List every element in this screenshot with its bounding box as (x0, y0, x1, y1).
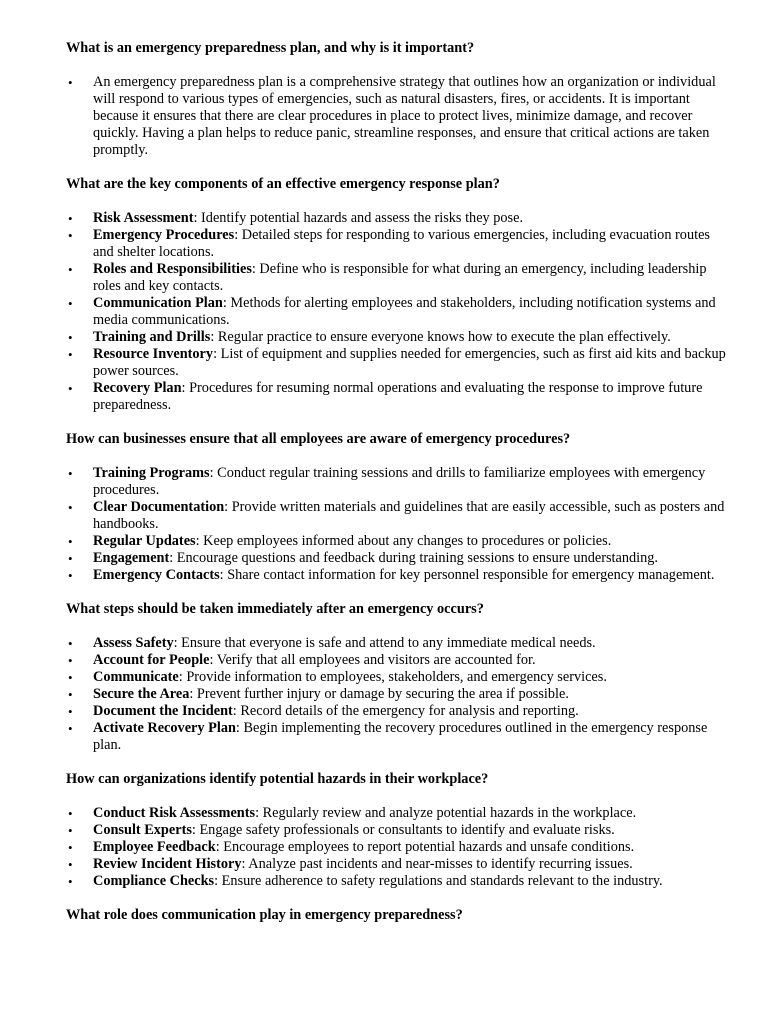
list-item-term: Emergency Contacts (93, 567, 220, 583)
list-item-term: Conduct Risk Assessments (93, 805, 256, 821)
list-item-term: Employee Feedback (93, 839, 216, 855)
list-item-text: : Ensure that everyone is safe and attend to any immediate medical needs. (173, 635, 596, 651)
section-heading: What is an emergency preparedness plan, and why is it important? (66, 40, 475, 56)
list-item (93, 380, 728, 414)
list-item-term: Recovery Plan (93, 380, 182, 396)
list-item-term: Training and Drills (93, 329, 211, 345)
list-item-text: : Procedures for resuming normal operations and evaluating the response to improve future preparedness. (93, 380, 703, 413)
list-item-text: : Detailed steps for responding to various emergencies, including evacuation routes and shelter locations. (93, 227, 710, 260)
list-item-text: : Identify potential hazards and assess the risks they pose. (193, 210, 524, 226)
list-item-text: : Ensure adherence to safety regulations and standards relevant to the industry. (214, 873, 663, 889)
list-item (93, 567, 728, 584)
section-heading: What role does communication play in emergency preparedness? (66, 907, 463, 923)
bullet-list (66, 210, 728, 414)
list-item-text: : Encourage questions and feedback during training sessions to ensure understanding. (169, 550, 659, 566)
list-item-term: Roles and Responsibilities (93, 261, 252, 277)
list-item-text: : Provide written materials and guidelines that are easily accessible, such as posters and handbooks. (93, 499, 725, 532)
list-item-term: Communicate (93, 669, 179, 685)
list-item-text: An emergency preparedness plan is a comprehensive strategy that outlines how an organization or individual will respond to various types of emergencies, such as natural disasters, fires, or accidents. It is important because it ensures that there are clear procedures in place to protect lives, minimize damage, and recover quickly. Having a plan helps to reduce panic, streamline responses, and ensure that critical actions are taken promptly. (93, 74, 716, 158)
list-item (93, 856, 728, 873)
list-item-text: : Engage safety professionals or consultants to identify and evaluate risks. (191, 822, 615, 838)
list-item-term: Compliance Checks (93, 873, 215, 889)
list-item (93, 805, 728, 822)
list-item (93, 533, 728, 550)
list-item-term: Review Incident History (93, 856, 242, 872)
list-item (93, 669, 728, 686)
list-item-term: Engagement (93, 550, 170, 566)
list-item (93, 686, 728, 703)
bullet-list (66, 635, 728, 754)
list-item-text: : Keep employees informed about any changes to procedures or policies. (195, 533, 612, 549)
list-item-text: : Define who is responsible for what during an emergency, including leadership roles and key contacts. (93, 261, 707, 294)
list-item (93, 652, 728, 669)
list-item (93, 329, 728, 346)
list-item (93, 839, 728, 856)
bullet-list (66, 74, 728, 159)
list-item (93, 227, 728, 261)
list-item-term: Emergency Procedures (93, 227, 235, 243)
list-item-term: Clear Documentation (93, 499, 225, 515)
list-item-term: Document the Incident (93, 703, 233, 719)
list-item-text: : Methods for alerting employees and stakeholders, including notification systems and media communications. (93, 295, 716, 328)
list-item-term: Communication Plan (93, 295, 223, 311)
list-item-text: : Conduct regular training sessions and drills to familiarize employees with emergency procedures. (93, 465, 706, 498)
list-item-text: : Provide information to employees, stakeholders, and emergency services. (178, 669, 607, 685)
list-item (93, 822, 728, 839)
list-item-text: : Encourage employees to report potential hazards and unsafe conditions. (215, 839, 635, 855)
section-heading: How can businesses ensure that all employees are aware of emergency procedures? (66, 431, 571, 447)
list-item-text: : Analyze past incidents and near-misses to identify recurring issues. (241, 856, 633, 872)
list-item (93, 465, 728, 499)
list-item-term: Risk Assessment (93, 210, 194, 226)
list-item (93, 74, 728, 159)
list-item-text: : Verify that all employees and visitors are accounted for. (209, 652, 536, 668)
list-item-text: : List of equipment and supplies needed for emergencies, such as first aid kits and backup power sources. (93, 346, 726, 379)
list-item-text: : Regularly review and analyze potential hazards in the workplace. (255, 805, 637, 821)
list-item-term: Regular Updates (93, 533, 196, 549)
bullet-list (66, 805, 728, 890)
list-item-text: : Begin implementing the recovery procedures outlined in the emergency response plan. (93, 720, 708, 753)
section-heading: What steps should be taken immediately after an emergency occurs? (66, 601, 484, 617)
section-heading: What are the key components of an effective emergency response plan? (66, 176, 500, 192)
list-item (93, 499, 728, 533)
list-item-text: : Regular practice to ensure everyone knows how to execute the plan effectively. (210, 329, 671, 345)
list-item-term: Training Programs (93, 465, 210, 481)
list-item (93, 295, 728, 329)
list-item (93, 550, 728, 567)
list-item-term: Consult Experts (93, 822, 192, 838)
list-item-term: Activate Recovery Plan (93, 720, 236, 736)
list-item-text: : Prevent further injury or damage by securing the area if possible. (189, 686, 569, 702)
list-item-term: Resource Inventory (93, 346, 214, 362)
list-item-term: Secure the Area (93, 686, 190, 702)
list-item (93, 261, 728, 295)
list-item (93, 210, 728, 227)
list-item (93, 635, 728, 652)
section-heading: How can organizations identify potential hazards in their workplace? (66, 771, 489, 787)
list-item (93, 720, 728, 754)
list-item-text: : Share contact information for key personnel responsible for emergency management. (219, 567, 715, 583)
list-item (93, 346, 728, 380)
list-item (93, 703, 728, 720)
bullet-list (66, 465, 728, 584)
list-item-term: Account for People (93, 652, 210, 668)
list-item-text: : Record details of the emergency for analysis and reporting. (232, 703, 579, 719)
list-item-term: Assess Safety (93, 635, 174, 651)
list-item (93, 873, 728, 890)
